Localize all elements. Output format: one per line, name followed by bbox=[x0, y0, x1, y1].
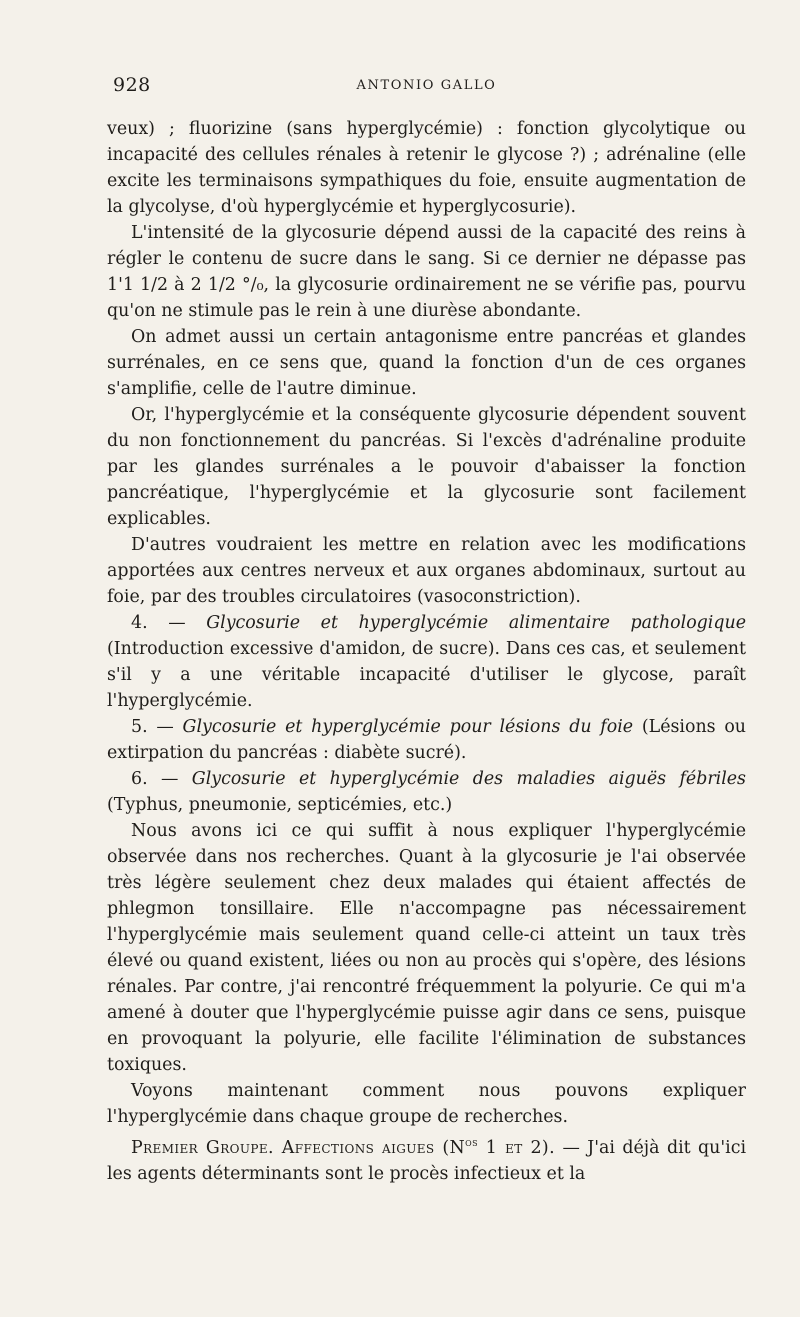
paragraph-2: L'intensité de la glycosurie dépend aussi de la capacité des reins à régler le contenu de sucre dans le sang. Si ce dernier ne dépasse pas 1'1 1/2 à 2 1/2 °/₀, la glycosurie ordinairement ne se vérifie pas, pourvu qu'on ne stimule pas le rein à une diurèse abondante. bbox=[107, 223, 746, 321]
item-title: Glycosurie et hyperglycémie pour lésions du foie bbox=[182, 717, 634, 737]
numbered-item-5: 5. — Glycosurie et hyperglycémie pour lésions du foie (Lésions ou extirpation du pancréas : diabète sucré). bbox=[107, 717, 747, 763]
item-title: Glycosurie et hyperglycémie des maladies aiguës fébriles bbox=[191, 769, 746, 789]
paragraph-3: On admet aussi un certain antagonisme entre pancréas et glandes surrénales, en ce sens que, quand la fonction d'un de ces organes s'amplifie, celle de l'autre diminue. bbox=[107, 327, 746, 399]
numbered-item-4: 4. — Glycosurie et hyperglycémie alimentaire pathologique (Introduction excessive d'amidon, de sucre). Dans ces cas, et seulement s'il y a une véritable incapacité d'utiliser le glycose, paraît l'hyperglycémie. bbox=[107, 613, 746, 711]
paragraph-9: Nous avons ici ce qui suffit à nous expliquer l'hyperglycémie observée dans nos recherches. Quant à la glycosurie je l'ai observée très légère seulement chez deux malades qui étaient affectés de phlegmon tonsillaire. Elle n'accompagne pas nécessairement l'hyperglycémie mais seulement quand celle-ci atteint un taux très élevé ou quand existent, liées ou non au procès qui s'opère, des lésions rénales. Par contre, j'ai rencontré fréquemment la polyurie. Ce qui m'a amené à douter que l'hyperglycémie puisse agir dans ce sens, puisque en provoquant la polyurie, elle facilite l'élimination de substances toxiques. bbox=[107, 821, 746, 1075]
numbered-item-6: 6. — Glycosurie et hyperglycémie des maladies aiguës fébriles (Typhus, pneumonie, septicémies, etc.) bbox=[107, 769, 746, 815]
item-number: 6. bbox=[131, 769, 148, 789]
section-paragraph: Premier Groupe. Affections aigues ($N^{os}$ 1 et 2). — J'ai déjà dit qu'ici les agents déterminants sont le procès infectieux et la bbox=[107, 1136, 747, 1184]
paragraph-10: Voyons maintenant comment nous pouvons expliquer l'hyperglycémie dans chaque groupe de recherches. bbox=[107, 1081, 746, 1127]
paragraph-5: D'autres voudraient les mettre en relation avec les modifications apportées aux centres nerveux et aux organes abdominaux, surtout au foie, par des troubles circulatoires (vasoconstriction). bbox=[107, 535, 746, 607]
item-number: 4. bbox=[131, 613, 148, 633]
page-number: 928 bbox=[113, 74, 151, 96]
item-title: Glycosurie et hyperglycémie alimentaire pathologique bbox=[206, 613, 746, 633]
running-head bbox=[107, 74, 746, 102]
body-text bbox=[107, 116, 746, 1187]
running-title: ANTONIO GALLO bbox=[356, 78, 497, 93]
paragraph-4: Or, l'hyperglycémie et la conséquente glycosurie dépendent souvent du non fonctionnement du pancréas. Si l'excès d'adrénaline produite par les glandes surrénales a le pouvoir d'abaisser la fonction pancréatique, l'hyperglycémie et la glycosurie sont facilement explicables. bbox=[107, 405, 746, 529]
paragraph-1: veux) ; fluorizine (sans hyperglycémie) : fonction glycolytique ou incapacité des cellules rénales à retenir le glycose ?) ; adrénaline (elle excite les terminaisons sympathiques du foie, ensuite augmentation de la glycolyse, d'où hyperglycémie et hyperglycosurie). bbox=[107, 119, 746, 217]
item-number: 5. bbox=[131, 717, 148, 737]
section-heading: Premier Groupe. Affections aigues ($N^{os}$ 1 et 2). bbox=[131, 1136, 556, 1158]
